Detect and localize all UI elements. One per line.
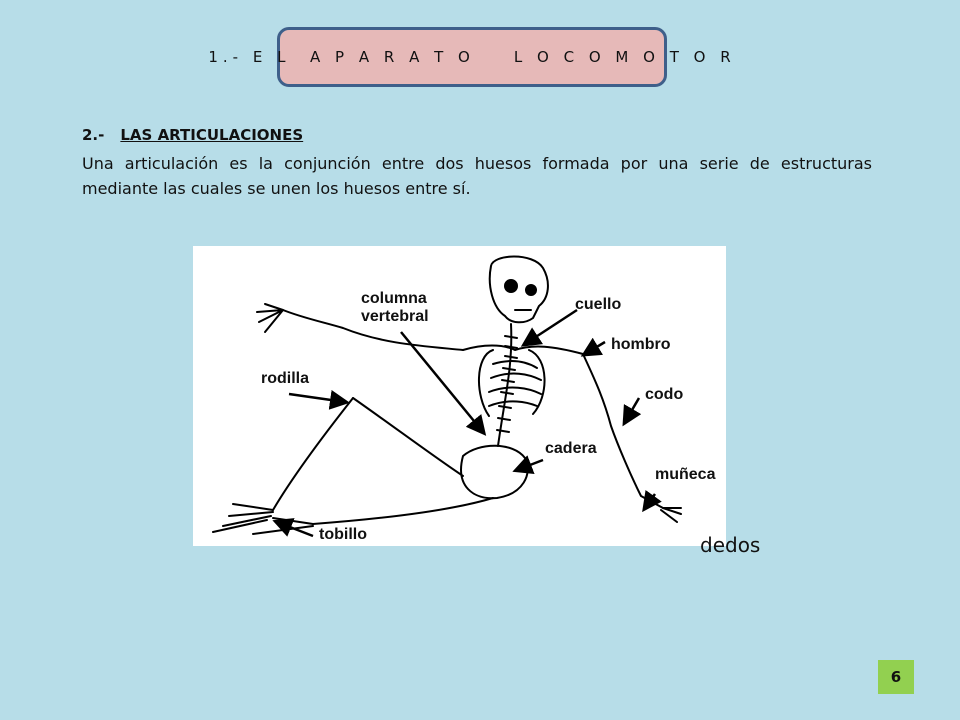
right-arm [583,354,663,508]
label-vertebral: vertebral [361,308,429,325]
arrow-muneca [645,494,655,508]
arrow-codo [625,398,639,422]
arrow-cuello [525,310,577,344]
label-hombro: hombro [611,336,671,353]
arrow-hombro [585,342,605,354]
left-shin [273,398,353,510]
spine-shape [498,324,511,446]
skull-shape [490,257,548,323]
page-number-badge: 6 [878,660,914,694]
pelvis-shape [461,446,528,498]
label-tobillo: tobillo [319,526,367,543]
label-dedos: dedos [700,533,761,557]
slide-title: 1.- E L A P A R A T O L O C O M O T O R [277,27,667,87]
definition-paragraph: Una articulación es la conjunción entre dos huesos formada por una serie de estructuras mediante las cuales se unen los huesos entre sí. [82,154,872,198]
arrow-rodilla [289,394,345,402]
label-muneca: muñeca [655,466,716,483]
section-heading [82,126,303,144]
skeleton-figure [193,246,726,546]
arrow-cadera [517,460,543,470]
right-leg [313,498,493,524]
label-cadera: cadera [545,440,597,457]
label-columna: columna [361,290,427,307]
label-rodilla: rodilla [261,370,310,387]
section-title: LAS ARTICULACIONES [120,126,304,144]
section-number: 2.- [82,126,105,144]
left-thigh [353,398,463,476]
label-codo: codo [645,386,684,403]
label-cuello: cuello [575,296,622,313]
